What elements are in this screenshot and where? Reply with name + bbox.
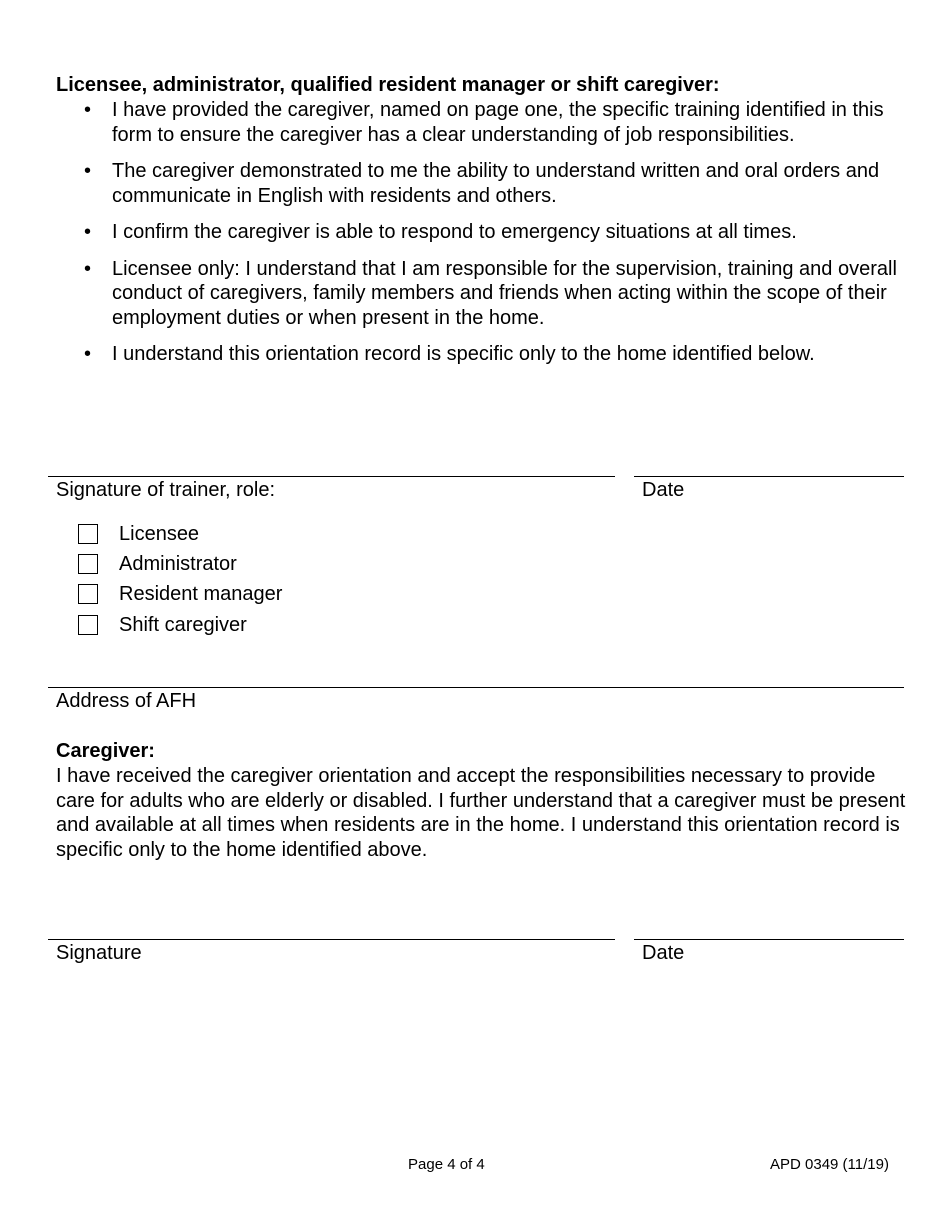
- caregiver-date-label: Date: [642, 942, 685, 964]
- trainer-signature-line[interactable]: [48, 476, 615, 477]
- role-option-administrator[interactable]: [78, 551, 237, 577]
- resident-manager-label: Resident manager: [119, 583, 283, 605]
- caregiver-section-heading: Caregiver:: [56, 740, 155, 762]
- trainer-section-heading: Licensee, administrator, qualified resident manager or shift caregiver:: [56, 74, 720, 96]
- bullet-icon: •: [84, 343, 92, 365]
- shift-caregiver-label: Shift caregiver: [119, 614, 247, 636]
- list-item: • The caregiver demonstrated to me the ability to understand written and oral orders and communicate in English with residents and others.: [84, 160, 880, 207]
- caregiver-statement: I have received the caregiver orientation and accept the responsibilities necessary to provide care for adults who are elderly or disabled. I further understand that a caregiver must be present and available at all times when residents are in the home. I understand this orientation record is specific only to the home identified above.: [56, 765, 906, 861]
- licensee-label: Licensee: [119, 523, 200, 545]
- role-option-resident-manager[interactable]: [78, 581, 282, 607]
- bullet-icon: •: [84, 221, 92, 243]
- licensee-checkbox[interactable]: [78, 524, 98, 544]
- address-line[interactable]: [48, 687, 904, 688]
- form-id: APD 0349 (11/19): [770, 1156, 889, 1173]
- list-item: • I have provided the caregiver, named on page one, the specific training identified in this form to ensure the caregiver has a clear understanding of job responsibilities.: [84, 99, 884, 146]
- trainer-date-line[interactable]: [634, 476, 904, 477]
- caregiver-date-line[interactable]: [634, 939, 904, 940]
- bullet-icon: •: [84, 99, 92, 121]
- role-option-licensee[interactable]: [78, 521, 199, 547]
- trainer-signature-label: Signature of trainer, role:: [56, 479, 276, 501]
- bullet-icon: •: [84, 257, 92, 280]
- caregiver-signature-line[interactable]: [48, 939, 615, 940]
- role-option-shift-caregiver[interactable]: [78, 612, 247, 638]
- trainer-attestation-list: [84, 98, 904, 379]
- administrator-checkbox[interactable]: [78, 554, 98, 574]
- shift-caregiver-checkbox[interactable]: [78, 615, 98, 635]
- list-item: • Licensee only: I understand that I am responsible for the supervision, training and overall conduct of caregivers, family members and friends when acting within the scope of their employment duties or when present in the home.: [84, 257, 897, 329]
- list-item: • I confirm the caregiver is able to respond to emergency situations at all times.: [84, 221, 797, 243]
- caregiver-signature-label: Signature: [56, 942, 142, 964]
- resident-manager-checkbox[interactable]: [78, 584, 98, 604]
- trainer-date-label: Date: [642, 479, 685, 501]
- list-item: • I understand this orientation record is specific only to the home identified below.: [84, 343, 815, 365]
- bullet-icon: •: [84, 160, 92, 182]
- address-label: Address of AFH: [56, 690, 197, 712]
- page-number: Page 4 of 4: [408, 1156, 485, 1173]
- administrator-label: Administrator: [119, 553, 237, 575]
